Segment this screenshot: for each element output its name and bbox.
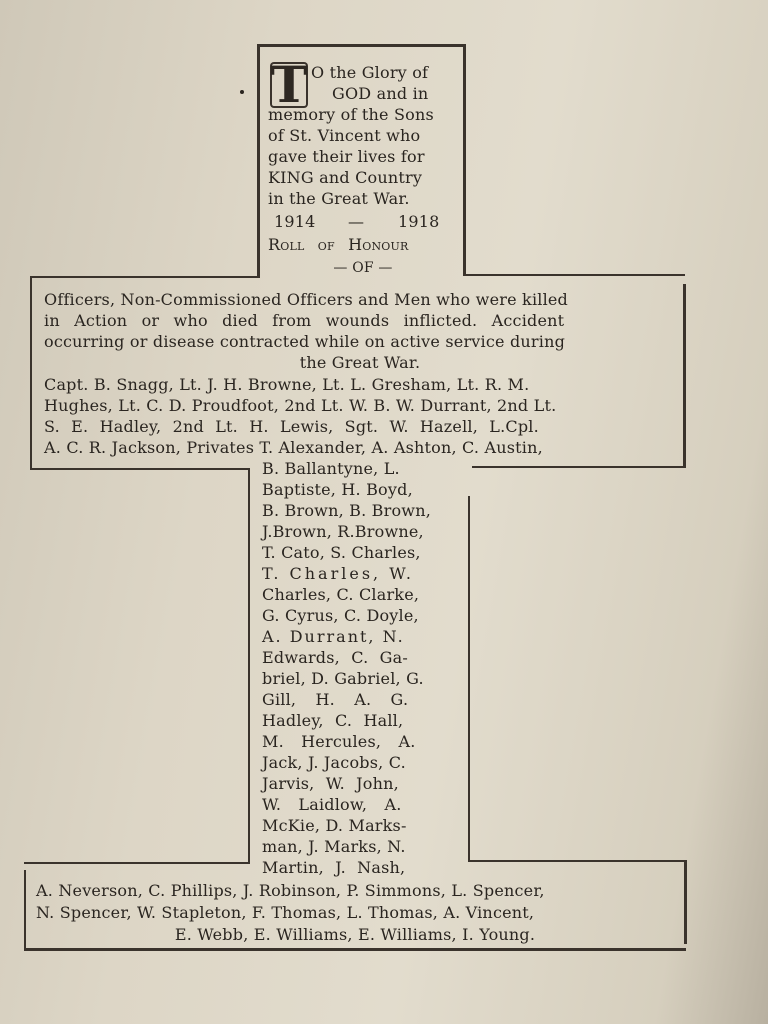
border-top-box-left — [257, 44, 260, 278]
border-base-left — [24, 870, 26, 950]
border-top-box-top — [258, 44, 466, 47]
year-dash: — — [348, 212, 365, 231]
names-base-line-2: N. Spencer, W. Stapleton, F. Thomas, L. Thomas, A. Vincent, — [36, 903, 535, 922]
border-top-box-right — [463, 44, 466, 276]
names-stem-line: Jack, J. Jacobs, C. — [262, 753, 406, 772]
dropcap-letter: T — [270, 55, 308, 114]
dedication-line-1: O the Glory of — [311, 63, 429, 82]
dedication-line-7: in the Great War. — [268, 189, 410, 208]
border-base-right — [684, 860, 687, 944]
dedication-line-4: of St. Vincent who — [268, 126, 421, 145]
border-stem-left — [248, 468, 250, 864]
names-stem-line: T. Cato, S. Charles, — [262, 543, 421, 562]
border-arm-bottom-left — [30, 468, 250, 470]
border-arm-top-left — [30, 276, 260, 278]
names-stem-line: man, J. Marks, N. — [262, 837, 406, 856]
names-stem-line: Baptiste, H. Boyd, — [262, 480, 413, 499]
names-stem-line: J.Brown, R.Browne, — [262, 522, 424, 541]
intro-line-3: occurring or disease contracted while on active service during — [44, 332, 566, 351]
names-stem-line: Gill, H. A. G. — [262, 690, 409, 709]
dedication-line-5: gave their lives for — [268, 147, 425, 166]
names-wide-line-1: Capt. B. Snagg, Lt. J. H. Browne, Lt. L. Gresham, Lt. R. M. — [44, 375, 530, 394]
names-stem-line: B. Ballantyne, L. — [262, 459, 400, 478]
names-stem-line: Jarvis, W. John, — [262, 774, 399, 793]
border-arm-top-right — [463, 274, 685, 276]
intro-line-4: the Great War. — [299, 353, 421, 372]
names-stem-line: briel, D. Gabriel, G. — [262, 669, 424, 688]
dedication-line-6: KING and Country — [268, 168, 423, 187]
border-arm-left — [30, 276, 32, 470]
year-end: 1918 — [398, 212, 440, 231]
names-stem-line: G. Cyrus, C. Doyle, — [262, 606, 419, 625]
roll-of-honour-title: Roll of Honour — [268, 235, 409, 254]
names-stem-line: Edwards, C. Ga- — [262, 648, 408, 667]
names-base-line-1: A. Neverson, C. Phillips, J. Robinson, P. Simmons, L. Spencer, — [36, 881, 545, 900]
border-arm-bottom-right — [472, 466, 685, 468]
names-stem-line: A. Durrant, N. — [262, 627, 405, 646]
border-base-bottom — [24, 948, 686, 951]
names-stem-line: Martin, J. Nash, — [262, 858, 406, 877]
dedication-line-2: GOD and in — [332, 84, 429, 103]
names-stem-line: M. Hercules, A. — [262, 732, 416, 751]
ink-dot — [240, 90, 244, 94]
intro-line-2: in Action or who died from wounds inflicted. Accident — [44, 311, 565, 330]
names-base-line-3: E. Webb, E. Williams, E. Williams, I. Young. — [174, 925, 536, 944]
names-wide-line-3: S. E. Hadley, 2nd Lt. H. Lewis, Sgt. W. Hazell, L.Cpl. — [44, 417, 539, 436]
names-stem-line: McKie, D. Marks- — [262, 816, 407, 835]
border-base-top-left — [24, 862, 250, 864]
names-stem-line: T. Charles, W. — [262, 564, 414, 583]
border-arm-right — [683, 284, 686, 468]
names-stem-line: W. Laidlow, A. — [262, 795, 402, 814]
intro-line-1: Officers, Non-Commissioned Officers and Men who were killed — [44, 290, 569, 309]
names-stem-line: B. Brown, B. Brown, — [262, 501, 431, 520]
border-base-top-right — [468, 860, 686, 862]
year-start: 1914 — [274, 212, 316, 231]
names-wide-line-2: Hughes, Lt. C. D. Proudfoot, 2nd Lt. W. B. W. Durrant, 2nd Lt. — [44, 396, 557, 415]
names-wide-line-4: A. C. R. Jackson, Privates T. Alexander, A. Ashton, C. Austin, — [44, 438, 543, 457]
border-stem-right — [468, 496, 470, 862]
names-stem-line: Hadley, C. Hall, — [262, 711, 404, 730]
of-line: — OF — — [333, 260, 393, 276]
dedication-line-3: memory of the Sons — [268, 105, 434, 124]
names-stem-line: Charles, C. Clarke, — [262, 585, 420, 604]
